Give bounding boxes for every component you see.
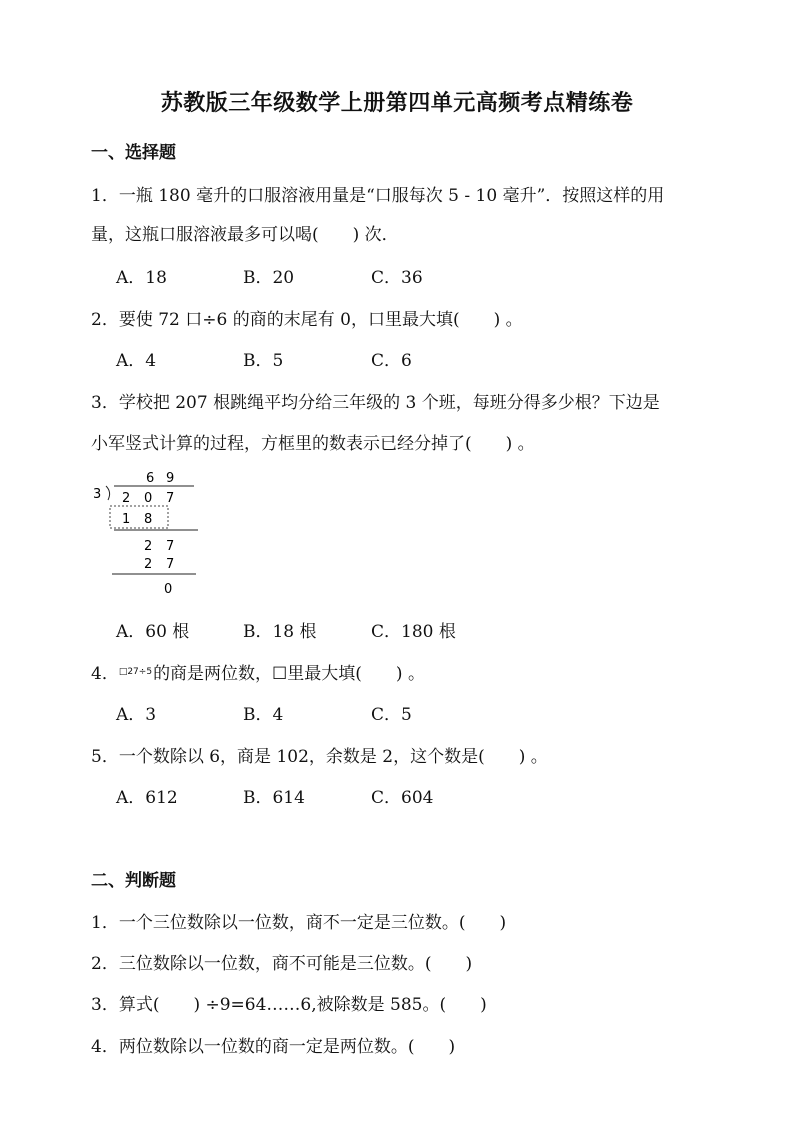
option-b: B．5 — [243, 351, 284, 371]
step-digit: 7 — [166, 539, 175, 554]
option-c: C．604 — [371, 788, 434, 808]
question-1-line-1: 1．一瓶 180 毫升的口服溶液用量是“口服每次 5 - 10 毫升”．按照这样的用 — [91, 186, 665, 206]
dashed-box — [110, 506, 168, 528]
question-number: 4． — [91, 664, 119, 684]
option-a: A．3 — [116, 705, 157, 725]
option-c: C．5 — [371, 705, 412, 725]
option-b: B．20 — [243, 268, 295, 288]
question-5-line-1: 5．一个数除以 6，商是 102，余数是 2，这个数是( ) 。 — [91, 747, 548, 767]
question-3-line-2: 小军竖式计算的过程，方框里的数表示已经分掉了( ) 。 — [91, 434, 535, 454]
question-4-line-1 — [91, 659, 425, 684]
dividend-digit: 7 — [166, 491, 175, 506]
quotient-digit: 6 — [146, 471, 155, 486]
final-remainder: 0 — [164, 582, 173, 597]
judgment-item: 1．一个三位数除以一位数，商不一定是三位数。( ) — [91, 913, 507, 933]
option-c: C．6 — [371, 351, 412, 371]
option-a: A．4 — [116, 351, 157, 371]
question-text: 的商是两位数，☐里最大填( ) 。 — [153, 664, 425, 684]
question-3-line-1: 3．学校把 207 根跳绳平均分给三年级的 3 个班，每班分得多少根？下边是 — [91, 393, 660, 413]
option-c: C．180 根 — [371, 622, 456, 642]
dividend-digit: 0 — [144, 491, 153, 506]
judgment-item: 2．三位数除以一位数，商不可能是三位数。( ) — [91, 954, 473, 974]
expression-image: □27÷5 — [118, 667, 153, 677]
judgment-item: 3．算式( ) ÷9=64……6,被除数是 585。( ) — [91, 995, 487, 1015]
question-1-line-2: 量，这瓶口服溶液最多可以喝( ) 次． — [91, 225, 399, 245]
option-a: A．612 — [116, 788, 178, 808]
option-a: A．60 根 — [116, 622, 190, 642]
option-b: B．614 — [243, 788, 305, 808]
option-a: A．18 — [116, 268, 167, 288]
step-digit: 2 — [144, 557, 153, 572]
dividend-digit: 2 — [122, 491, 131, 506]
long-division-figure — [88, 466, 208, 600]
question-2-line-1: 2．要使 72 口÷6 的商的末尾有 0，口里最大填( ) 。 — [91, 310, 523, 330]
divisor: 3 — [93, 487, 102, 502]
option-b: B．18 根 — [243, 622, 317, 642]
judgment-item: 4．两位数除以一位数的商一定是两位数。( ) — [91, 1037, 456, 1057]
step-digit: 2 — [144, 539, 153, 554]
boxed-digit: 1 — [122, 512, 131, 527]
section-heading-choice: 一、选择题 — [91, 143, 176, 163]
section-heading-judgment: 二、判断题 — [91, 871, 176, 891]
page-title: 苏教版三年级数学上册第四单元高频考点精练卷 — [160, 90, 634, 116]
option-c: C．36 — [371, 268, 423, 288]
step-digit: 7 — [166, 557, 175, 572]
option-b: B．4 — [243, 705, 284, 725]
quotient-digit: 9 — [166, 471, 175, 486]
boxed-digit: 8 — [144, 512, 153, 527]
